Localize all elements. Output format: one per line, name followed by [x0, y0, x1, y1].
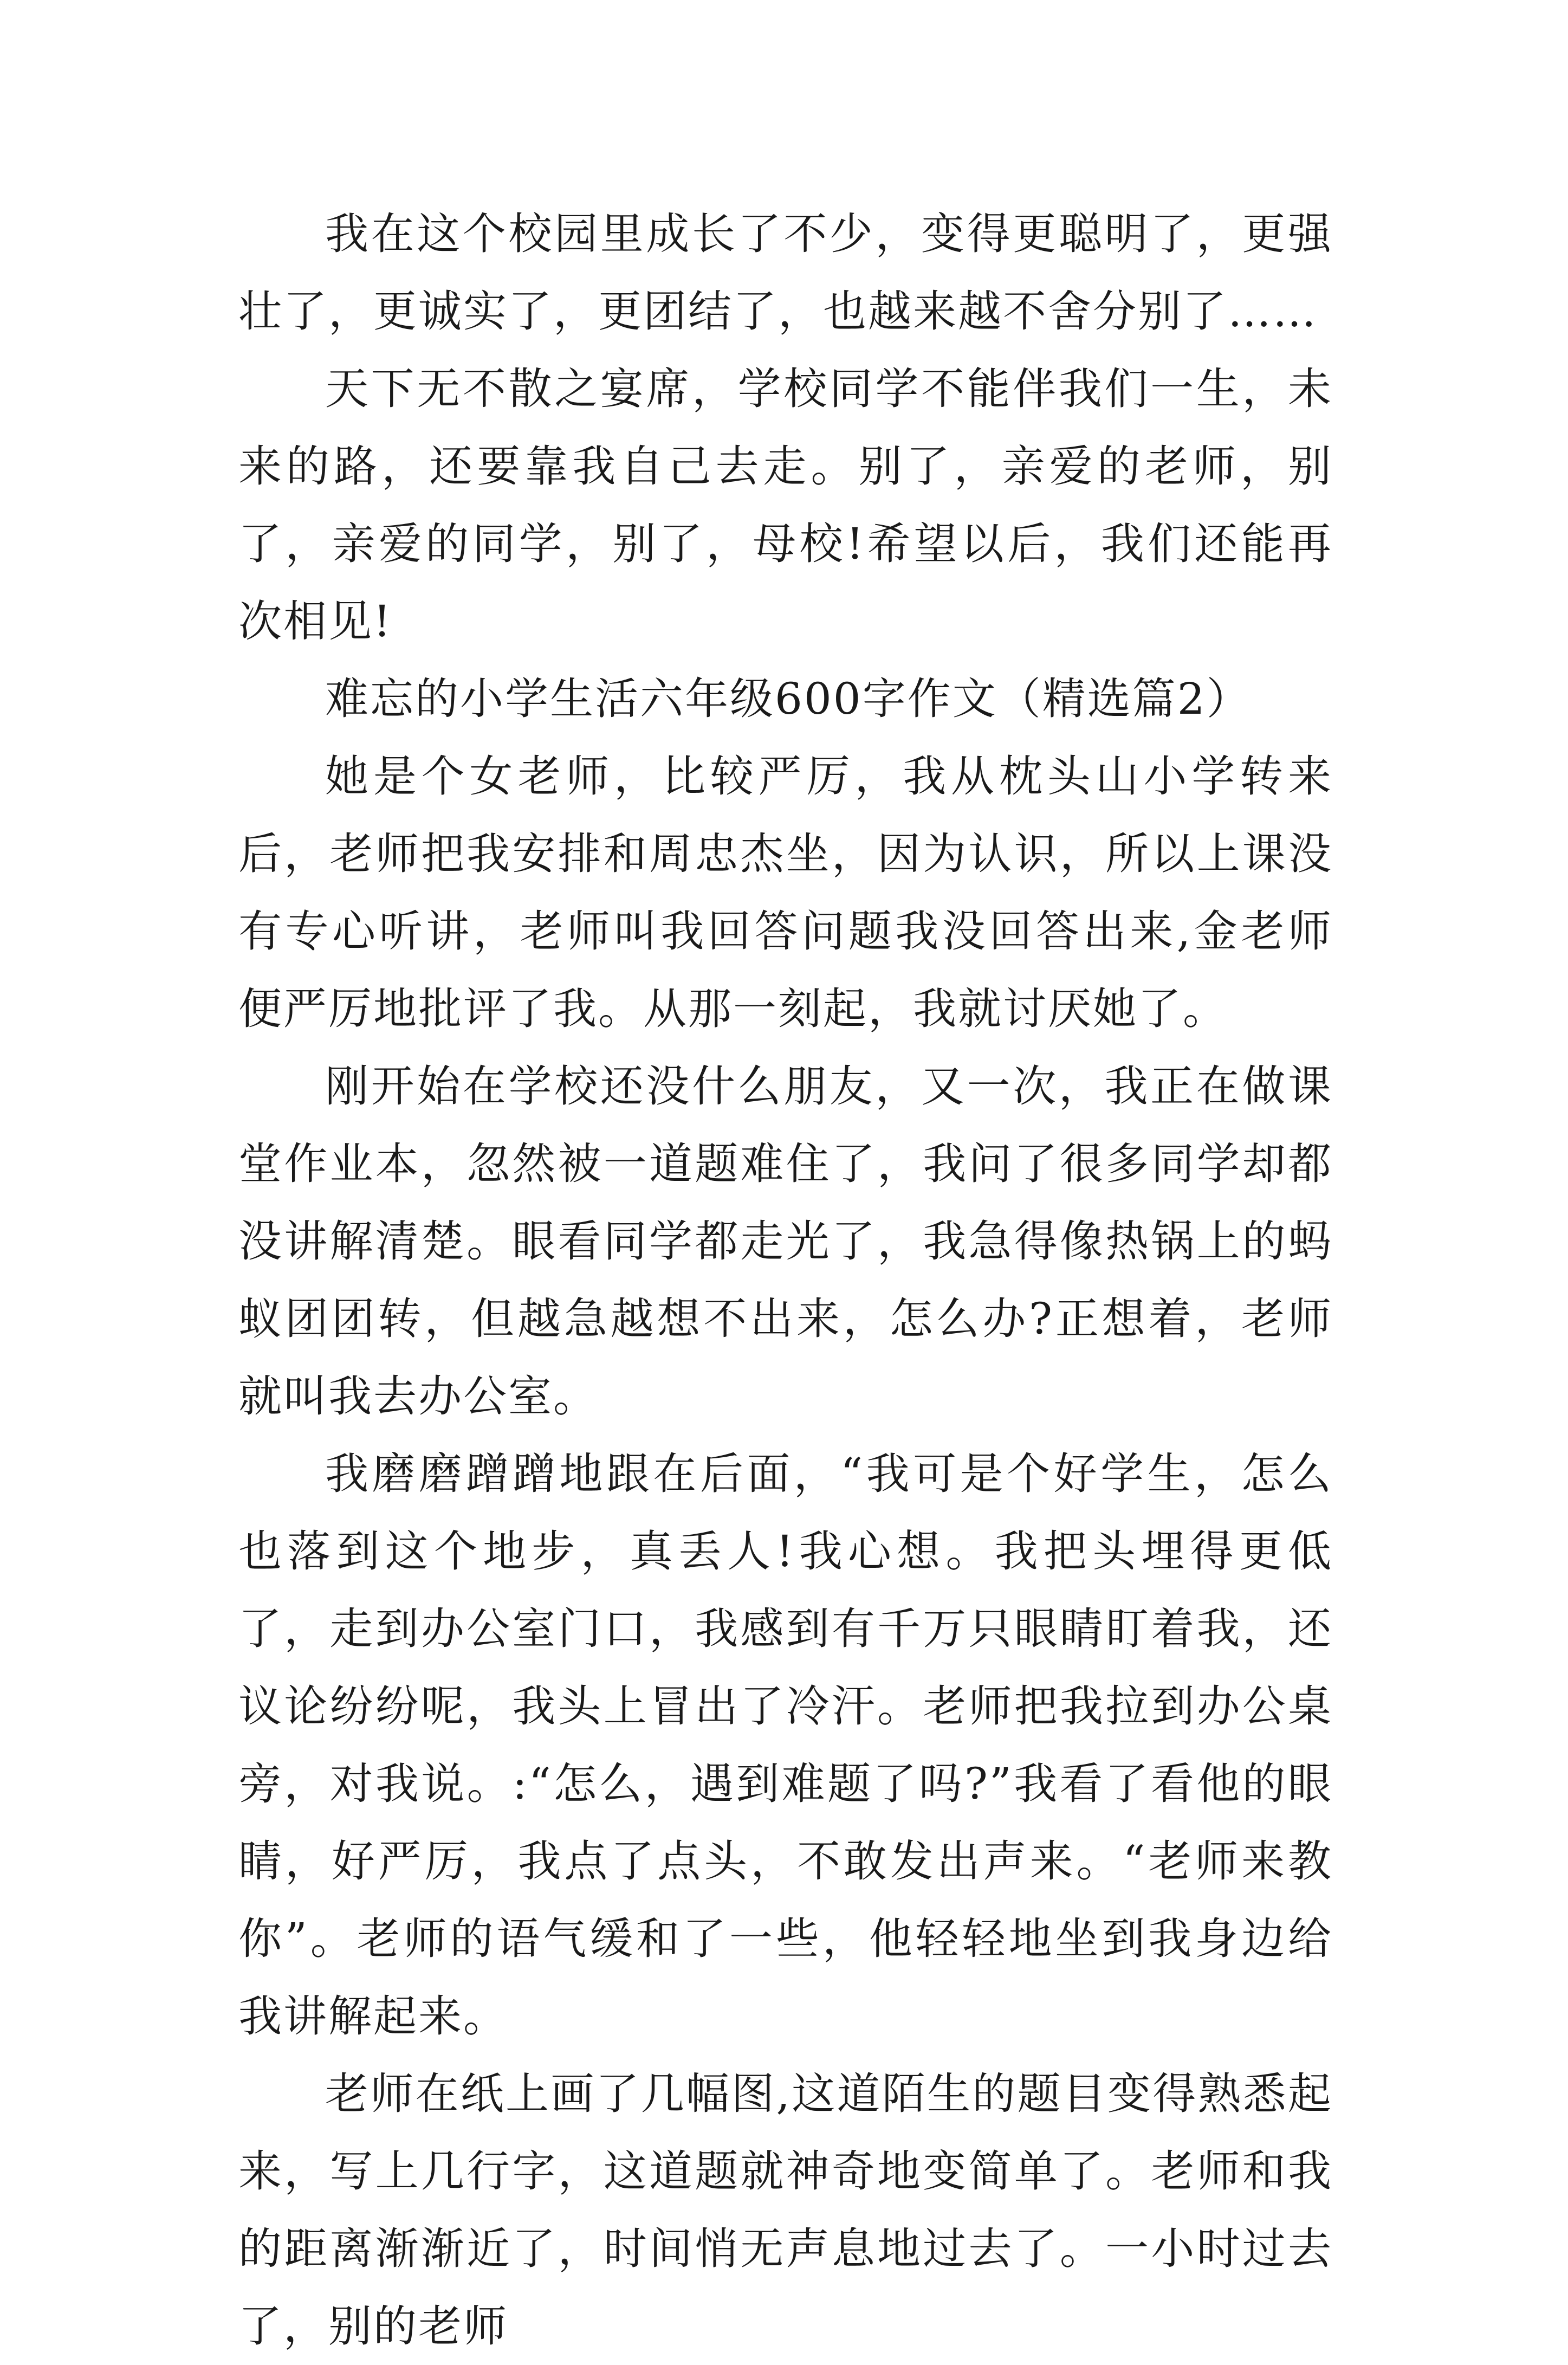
paragraph: 我在这个校园里成长了不少，变得更聪明了，更强壮了，更诚实了，更团结了，也越来越不舍分别了……: [238, 209, 1333, 337]
section-heading: 难忘的小学生活六年级600字作文（精选篇2）: [325, 674, 1252, 724]
paragraph: 她是个女老师，比较严厉，我从枕头山小学转来后，老师把我安排和周忠杰坐，因为认识，所以上课没有专心听讲，老师叫我回答问题我没回答出来,金老师便严厉地批评了我。从那一刻起，我就讨厌她了。: [238, 751, 1333, 1034]
paragraph: 天下无不散之宴席，学校同学不能伴我们一生，未来的路，还要靠我自己去走。别了，亲爱的老师，别了，亲爱的同学，别了，母校!希望以后，我们还能再次相见!: [238, 364, 1333, 647]
document-body: [238, 195, 1333, 2365]
paragraph: 老师在纸上画了几幅图,这道陌生的题目变得熟悉起来，写上几行字，这道题就神奇地变简单了。老师和我的距离渐渐近了，时间悄无声息地过去了。一小时过去了，别的老师: [238, 2069, 1333, 2351]
paragraph: 刚开始在学校还没什么朋友，又一次，我正在做课堂作业本，忽然被一道题难住了，我问了很多同学却都没讲解清楚。眼看同学都走光了，我急得像热锅上的蚂蚁团团转，但越急越想不出来，怎么办?正想着，老师就叫我去办公室。: [238, 1061, 1333, 1421]
paragraph: 我磨磨蹭蹭地跟在后面，“我可是个好学生，怎么也落到这个地步，真丢人!我心想。我把头埋得更低了，走到办公室门口，我感到有千万只眼睛盯着我，还议论纷纷呢，我头上冒出了冷汗。老师把我拉到办公桌旁，对我说。:“怎么，遇到难题了吗?”我看了看他的眼睛，好严厉，我点了点头，不敢发出声来。“老师来教你”。老师的语气缓和了一些，他轻轻地坐到我身边给我讲解起来。: [238, 1449, 1333, 2041]
